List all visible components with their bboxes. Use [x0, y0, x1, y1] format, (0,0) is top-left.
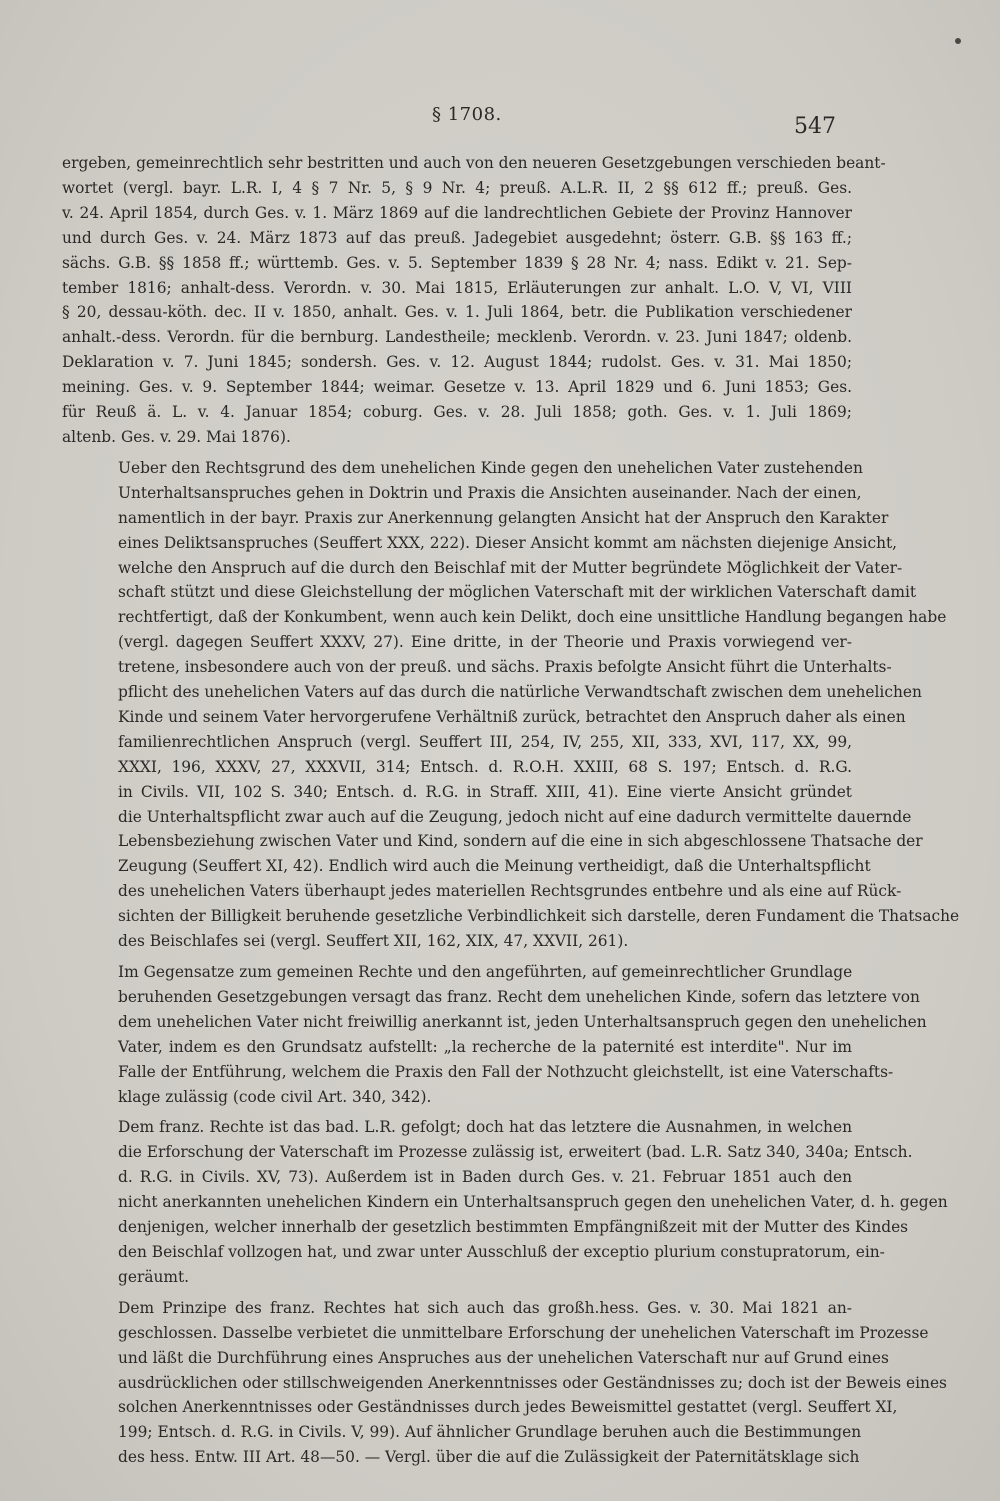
- text-line: dem unehelichen Vater nicht freiwillig anerkannt ist, jeden Unterhaltsanspruch gegen den unehelichen: [118, 1012, 927, 1031]
- text-line: eines Deliktsanspruches (Seuffert XXX, 222). Dieser Ansicht kommt am nächsten diejenige Ansicht,: [118, 533, 898, 552]
- paragraph: [62, 1296, 947, 1470]
- ink-speck: [955, 38, 961, 44]
- text-line: geräumt.: [118, 1267, 190, 1286]
- text-line: familienrechtlichen Anspruch (vergl. Seuffert III, 254, IV, 255, XII, 333, XVI, 117, XX, 99,: [118, 732, 852, 751]
- text-line: die Erforschung der Vaterschaft im Prozesse zulässig ist, erweitert (bad. L.R. Satz 340, 340a; Entsch.: [118, 1143, 913, 1162]
- page-number: 547: [794, 114, 836, 139]
- text-line: Dem franz. Rechte ist das bad. L.R. gefolgt; doch hat das letztere die Ausnahmen, in welchen: [118, 1118, 852, 1137]
- text-line: Im Gegensatze zum gemeinen Rechte und den angeführten, auf gemeinrechtlicher Grundlage: [118, 963, 853, 981]
- text-line: tretene, insbesondere auch von der preuß. und sächs. Praxis befolgte Ansicht führt die Unterhalts-: [118, 658, 892, 677]
- text-line: Zeugung (Seuffert XI, 42). Endlich wird auch die Meinung vertheidigt, daß die Unterhaltspflicht: [118, 857, 871, 876]
- text-line: beruhenden Gesetzgebungen versagt das franz. Recht dem unehelichen Kinde, sofern das letztere von: [118, 987, 920, 1006]
- text-line: Vater, indem es den Grundsatz aufstellt: „la recherche de la paternité est interdite". Nur im: [118, 1037, 852, 1056]
- text-line: pflicht des unehelichen Vaters auf das durch die natürliche Verwandtschaft zwischen dem unehelichen: [118, 683, 922, 702]
- text-line: in Civils. VII, 102 S. 340; Entsch. d. R.G. in Straff. XIII, 41). Eine vierte Ansicht gründet: [118, 782, 852, 801]
- text-line: welche den Anspruch auf die durch den Beischlaf mit der Mutter begründete Möglichkeit der Vater-: [118, 558, 903, 577]
- text-line: Unterhaltsanspruches gehen in Doktrin und Praxis die Ansichten auseinander. Nach der einen,: [118, 483, 862, 502]
- text-line: § 20, dessau-köth. dec. II v. 1850, anhalt. Ges. v. 1. Juli 1864, betr. die Publikation verschiedener: [62, 303, 852, 322]
- text-line: des Beischlafes sei (vergl. Seuffert XII, 162, XIX, 47, XXVII, 261).: [118, 932, 629, 951]
- paragraph: [62, 1115, 948, 1289]
- text-line: schaft stützt und diese Gleichstellung der möglichen Vaterschaft mit der wirklichen Vaterschaft damit: [118, 583, 917, 602]
- text-line: und läßt die Durchführung eines Anspruches aus der unehelichen Vaterschaft nur auf Grund eines: [118, 1348, 889, 1367]
- paragraph: [62, 960, 927, 1109]
- text-line: die Unterhaltspflicht zwar auch auf die Zeugung, jedoch nicht auf eine dadurch vermittelte dauernde: [118, 807, 912, 826]
- text-line: klage zulässig (code civil Art. 340, 342).: [118, 1087, 432, 1106]
- text-line: des hess. Entw. III Art. 48—50. — Vergl. über die auf die Zulässigkeit der Paternitätsklage sich: [118, 1448, 860, 1467]
- text-line: ergeben, gemeinrechtlich sehr bestritten und auch von den neueren Gesetzgebungen verschieden beant-: [62, 154, 886, 172]
- text-line: Kinde und seinem Vater hervorgerufene Verhältniß zurück, betrachtet den Anspruch daher als einen: [118, 707, 906, 726]
- text-line: solchen Anerkenntnisses oder Geständnisses durch jedes Beweismittel gestattet (vergl. Seuffert XI,: [118, 1398, 898, 1417]
- text-line: (vergl. dagegen Seuffert XXXV, 27). Eine dritte, in der Theorie und Praxis vorwiegend ver-: [118, 633, 852, 652]
- text-line: den Beischlaf vollzogen hat, und zwar unter Ausschluß der exceptio plurium constupratorum, ein-: [118, 1242, 885, 1261]
- page-header: [0, 100, 1000, 140]
- text-line: Dem Prinzipe des franz. Rechtes hat sich auch das großh.hess. Ges. v. 30. Mai 1821 an-: [118, 1298, 852, 1317]
- text-line: v. 24. April 1854, durch Ges. v. 1. März 1869 auf die landrechtlichen Gebiete der Provinz Hannover: [62, 203, 852, 222]
- text-line: d. R.G. in Civils. XV, 73). Außerdem ist in Baden durch Ges. v. 21. Februar 1851 auch den: [118, 1168, 852, 1187]
- text-line: XXXI, 196, XXXV, 27, XXXVII, 314; Entsch. d. R.O.H. XXIII, 68 S. 197; Entsch. d. R.G.: [118, 757, 852, 776]
- text-line: meining. Ges. v. 9. September 1844; weimar. Gesetze v. 13. April 1829 und 6. Juni 1853; Ges.: [62, 378, 852, 397]
- text-line: nicht anerkannten unehelichen Kindern ein Unterhaltsanspruch gegen den unehelichen Vater, d. h. gegen: [118, 1193, 948, 1212]
- text-line: 199; Entsch. d. R.G. in Civils. V, 99). Auf ähnlicher Grundlage beruhen auch die Bestimmungen: [118, 1423, 862, 1442]
- text-line: Deklaration v. 7. Juni 1845; sondersh. Ges. v. 12. August 1844; rudolst. Ges. v. 31. Mai 1850;: [62, 353, 852, 372]
- text-line: Lebensbeziehung zwischen Vater und Kind, sondern auf die eine in sich abgeschlossene Thatsache der: [118, 832, 923, 851]
- page-body: [62, 151, 960, 1470]
- text-line: namentlich in der bayr. Praxis zur Anerkennung gelangten Ansicht hat der Anspruch den Karakter: [118, 508, 889, 527]
- text-line: für Reuß ä. L. v. 4. Januar 1854; coburg. Ges. v. 28. Juli 1858; goth. Ges. v. 1. Juli 1869;: [62, 403, 852, 422]
- section-heading: § 1708.: [432, 104, 502, 125]
- text-line: tember 1816; anhalt-dess. Verordn. v. 30. Mai 1815, Erläuterungen zur anhalt. L.O. V, VI, VIII: [62, 278, 852, 297]
- paragraph: [62, 456, 960, 954]
- text-line: altenb. Ges. v. 29. Mai 1876).: [62, 427, 291, 446]
- text-line: denjenigen, welcher innerhalb der gesetzlich bestimmten Empfängnißzeit mit der Mutter des Kindes: [118, 1218, 909, 1237]
- text-line: rechtfertigt, daß der Konkumbent, wenn auch kein Delikt, doch eine unsittliche Handlung begangen habe: [118, 608, 947, 627]
- text-line: Ueber den Rechtsgrund des dem unehelichen Kinde gegen den unehelichen Vater zustehenden: [118, 458, 863, 477]
- text-line: des unehelichen Vaters überhaupt jedes materiellen Rechtsgrundes entbehre und als eine auf Rück-: [118, 882, 902, 901]
- text-line: ausdrücklichen oder stillschweigenden Anerkenntnisses oder Geständnisses zu; doch ist der Beweis eines: [118, 1373, 947, 1392]
- text-line: wortet (vergl. bayr. L.R. I, 4 § 7 Nr. 5, § 9 Nr. 4; preuß. A.L.R. II, 2 §§ 612 ff.; preuß. Ges.: [62, 178, 852, 197]
- text-line: anhalt.-dess. Verordn. für die bernburg. Landestheile; mecklenb. Verordn. v. 23. Juni 1847; oldenb.: [62, 328, 852, 347]
- text-line: sichten der Billigkeit beruhende gesetzliche Verbindlichkeit sich darstelle, deren Fundament die Thatsache: [118, 907, 960, 926]
- text-line: und durch Ges. v. 24. März 1873 auf das preuß. Jadegebiet ausgedehnt; österr. G.B. §§ 163 ff.;: [62, 228, 852, 247]
- paragraph: [62, 151, 886, 450]
- text-line: Falle der Entführung, welchem die Praxis den Fall der Nothzucht gleichstellt, ist eine Vaterschafts-: [118, 1062, 894, 1081]
- text-line: geschlossen. Dasselbe verbietet die unmittelbare Erforschung der unehelichen Vaterschaft im Prozesse: [118, 1323, 929, 1342]
- text-line: sächs. G.B. §§ 1858 ff.; württemb. Ges. v. 5. September 1839 § 28 Nr. 4; nass. Edikt v. 21. Sep-: [62, 253, 852, 272]
